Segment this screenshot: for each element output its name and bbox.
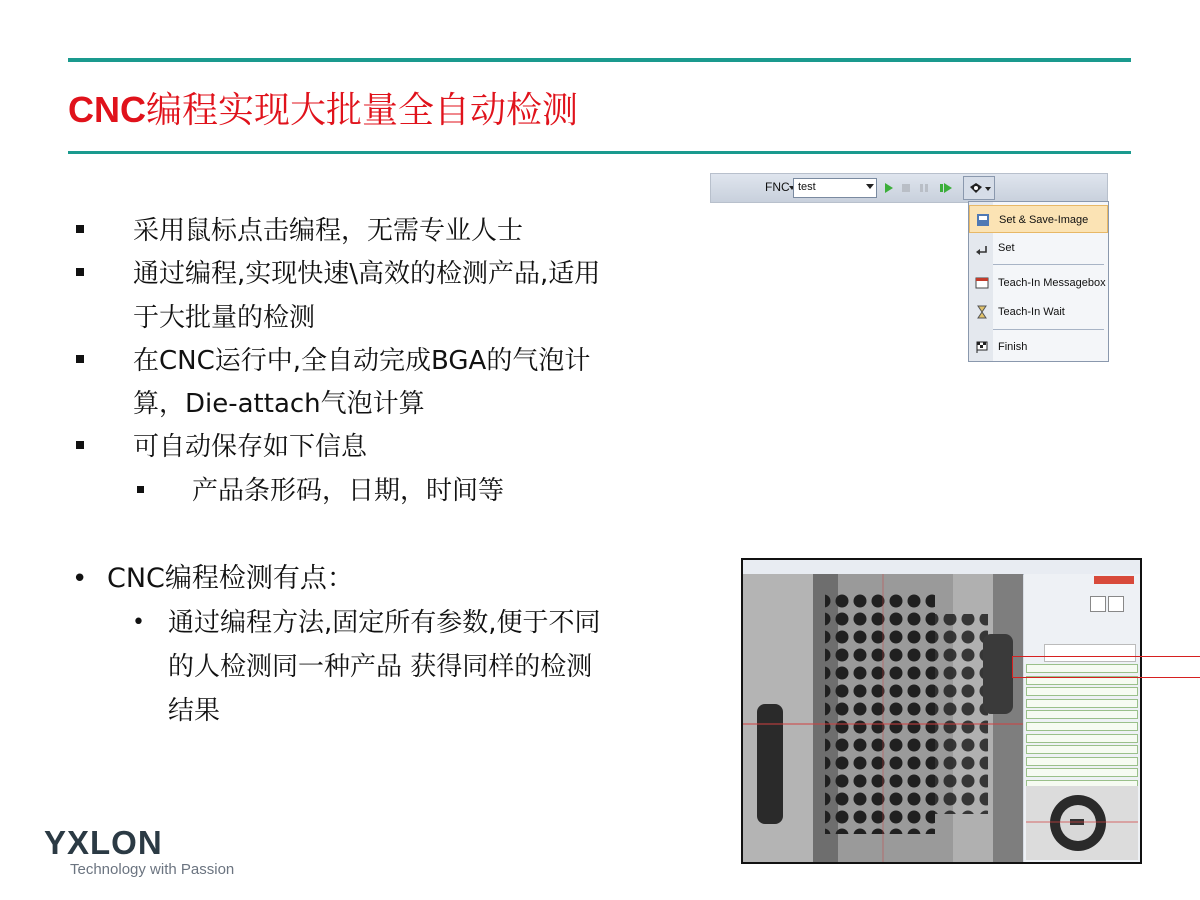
program-value: test xyxy=(798,181,816,193)
return-arrow-icon xyxy=(975,244,989,258)
checkered-flag-icon xyxy=(975,340,989,354)
xray-image xyxy=(743,574,1023,862)
bullet-marker xyxy=(76,225,84,233)
workflow-item[interactable] xyxy=(1026,734,1138,743)
bullet-text: 在CNC运行中,全自动完成BGA的气泡计 xyxy=(133,346,591,376)
bullet-text-continued: 于大批量的检测 xyxy=(133,303,316,333)
workflow-item[interactable] xyxy=(1026,745,1138,754)
overview-camera-image xyxy=(1026,786,1138,860)
bullet-dot: • xyxy=(132,610,145,635)
callout-line xyxy=(1012,677,1200,678)
save-image-icon xyxy=(976,213,990,227)
control-panel xyxy=(1024,574,1140,862)
workflow-item[interactable] xyxy=(1026,757,1138,766)
off-button[interactable] xyxy=(1108,596,1124,612)
bullet-text: 采用鼠标点击编程，无需专业人士 xyxy=(133,216,524,246)
advantages-line: 的人检测同一种产品 获得同样的检测 xyxy=(168,652,593,682)
xray-bga-image xyxy=(743,574,1023,862)
play-icon[interactable] xyxy=(884,182,894,194)
overview-image xyxy=(1026,786,1138,860)
sub-bullet-marker xyxy=(137,486,144,493)
app-menubar xyxy=(743,560,1140,575)
bullet-text: 可自动保存如下信息 xyxy=(133,432,368,462)
chevron-down-icon xyxy=(866,184,874,189)
command-menu xyxy=(968,201,1109,362)
workflow-item[interactable] xyxy=(1026,768,1138,777)
menu-item-label: Finish xyxy=(998,341,1028,353)
logo-tagline: Technology with Passion xyxy=(70,861,235,878)
workflow-item[interactable] xyxy=(1026,664,1138,673)
callout-line xyxy=(1012,656,1200,657)
menu-item-label: Set & Save-Image xyxy=(999,214,1089,226)
advantages-line: 通过编程方法,固定所有参数,便于不同 xyxy=(168,608,601,638)
messagebox-icon xyxy=(975,276,989,290)
insert-command-button[interactable] xyxy=(963,176,995,200)
comments-field[interactable] xyxy=(1044,644,1136,662)
callout-line xyxy=(1012,656,1013,678)
menu-item-teach-in-wait[interactable] xyxy=(969,298,1108,326)
menu-item-label: Teach-In Wait xyxy=(998,306,1065,318)
menu-item-label: Teach-In Messagebox xyxy=(998,277,1106,289)
on-button[interactable] xyxy=(1090,596,1106,612)
menu-item-teach-in-messagebox[interactable] xyxy=(969,269,1108,297)
workflow-item[interactable] xyxy=(1026,699,1138,708)
advantages-heading: CNC编程检测有点： xyxy=(107,563,354,594)
workflow-item[interactable] xyxy=(1026,710,1138,719)
bullet-text: 通过编程,实现快速\高效的检测产品,适用 xyxy=(133,259,601,289)
menu-item-set[interactable] xyxy=(969,234,1108,262)
yxlon-logo: YXLON xyxy=(44,824,163,861)
workflow-item[interactable] xyxy=(1026,722,1138,731)
bullet-marker xyxy=(76,355,84,363)
bullet-marker xyxy=(76,441,84,449)
menu-separator xyxy=(993,329,1104,330)
page-title: CNC编程实现大批量全自动检测 xyxy=(68,89,579,131)
bullet-text-continued: 算，Die-attach气泡计算 xyxy=(133,389,425,419)
sub-bullet-text: 产品条形码，日期，时间等 xyxy=(192,476,505,506)
menu-item-finish[interactable] xyxy=(969,333,1108,361)
program-select[interactable] xyxy=(793,178,877,198)
menu-item-set-save-image[interactable] xyxy=(969,205,1108,233)
fnc-label: FNC xyxy=(765,180,790,194)
step-icon[interactable] xyxy=(939,182,953,194)
xray-status-badge xyxy=(1094,576,1134,584)
stop-icon[interactable] xyxy=(901,182,911,194)
bullet-marker xyxy=(76,268,84,276)
bullet-dot: • xyxy=(72,564,88,594)
workflow-list xyxy=(1026,664,1138,774)
top-rule xyxy=(68,58,1131,62)
inspection-app-screenshot xyxy=(741,558,1142,864)
camera-icon xyxy=(968,181,992,195)
workflow-item[interactable] xyxy=(1026,687,1138,696)
menu-separator xyxy=(993,264,1104,265)
advantages-line: 结果 xyxy=(168,696,221,726)
menu-item-label: Set xyxy=(998,242,1015,254)
pause-icon[interactable] xyxy=(919,182,929,194)
title-underline xyxy=(68,151,1131,154)
fnc-toolbar xyxy=(710,173,1108,203)
hourglass-icon xyxy=(975,305,989,319)
